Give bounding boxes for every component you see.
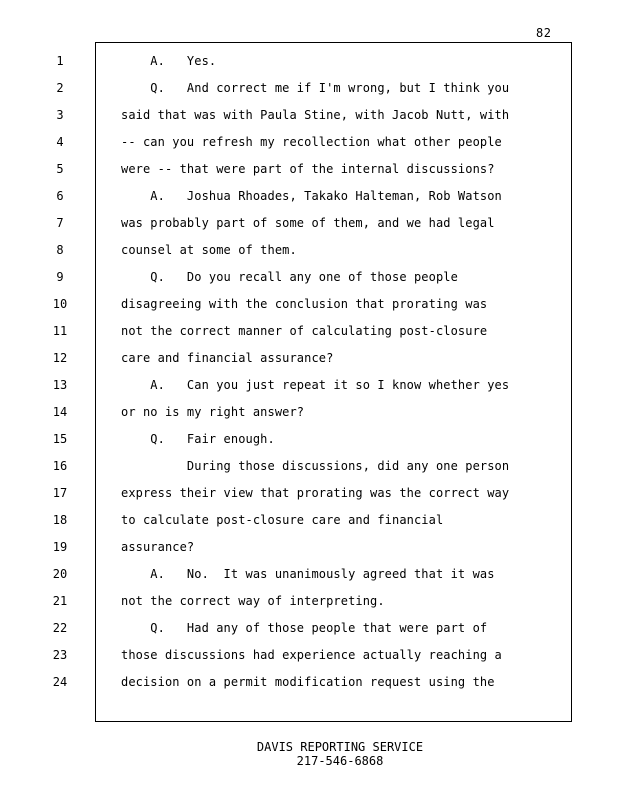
transcript-line: said that was with Paula Stine, with Jacob Nutt, with xyxy=(121,108,510,122)
line-number: 13 xyxy=(52,378,68,392)
line-number: 4 xyxy=(56,135,64,149)
transcript-line: express their view that prorating was the correct way xyxy=(121,486,510,500)
transcript-line: A. Yes. xyxy=(121,54,217,68)
transcript-line: to calculate post-closure care and financial xyxy=(121,513,444,527)
line-number: 5 xyxy=(56,162,64,176)
transcript-line: A. No. It was unanimously agreed that it was xyxy=(121,567,495,581)
line-number: 16 xyxy=(52,459,68,473)
line-number: 7 xyxy=(56,216,64,230)
transcript-line: disagreeing with the conclusion that prorating was xyxy=(121,297,488,311)
transcript-line: not the correct way of interpreting. xyxy=(121,594,385,608)
line-number: 10 xyxy=(52,297,68,311)
transcript-line: those discussions had experience actually reaching a xyxy=(121,648,502,662)
transcript-line: During those discussions, did any one person xyxy=(121,459,510,473)
transcript-line: Q. And correct me if I'm wrong, but I think you xyxy=(121,81,510,95)
line-number: 18 xyxy=(52,513,68,527)
line-number: 11 xyxy=(52,324,68,338)
line-number: 23 xyxy=(52,648,68,662)
transcript-line: or no is my right answer? xyxy=(121,405,305,419)
transcript-line: were -- that were part of the internal discussions? xyxy=(121,162,495,176)
line-number: 17 xyxy=(52,486,68,500)
reporter-phone: 217-546-6868 xyxy=(296,754,384,768)
line-number: 19 xyxy=(52,540,68,554)
transcript-line: care and financial assurance? xyxy=(121,351,334,365)
reporter-footer xyxy=(0,740,618,768)
transcript-line: Q. Do you recall any one of those people xyxy=(121,270,458,284)
transcript-line: was probably part of some of them, and we had legal xyxy=(121,216,495,230)
page-number: 82 xyxy=(536,26,552,40)
transcript-line: -- can you refresh my recollection what other people xyxy=(121,135,502,149)
line-number: 9 xyxy=(56,270,64,284)
transcript-line: decision on a permit modification request using the xyxy=(121,675,495,689)
transcript-line: counsel at some of them. xyxy=(121,243,297,257)
line-number: 1 xyxy=(56,54,64,68)
line-number: 14 xyxy=(52,405,68,419)
line-number: 8 xyxy=(56,243,64,257)
line-number: 20 xyxy=(52,567,68,581)
line-number: 3 xyxy=(56,108,64,122)
line-number: 24 xyxy=(52,675,68,689)
transcript-line: Q. Had any of those people that were part of xyxy=(121,621,488,635)
transcript-line: Q. Fair enough. xyxy=(121,432,275,446)
line-number: 21 xyxy=(52,594,68,608)
line-number: 6 xyxy=(56,189,64,203)
transcript-line: A. Can you just repeat it so I know whether yes xyxy=(121,378,510,392)
reporter-name: DAVIS REPORTING SERVICE xyxy=(256,740,424,754)
line-number: 2 xyxy=(56,81,64,95)
line-number: 22 xyxy=(52,621,68,635)
line-number: 15 xyxy=(52,432,68,446)
line-number: 12 xyxy=(52,351,68,365)
transcript-line: A. Joshua Rhoades, Takako Halteman, Rob Watson xyxy=(121,189,502,203)
transcript-line: assurance? xyxy=(121,540,195,554)
transcript-line: not the correct manner of calculating post-closure xyxy=(121,324,488,338)
